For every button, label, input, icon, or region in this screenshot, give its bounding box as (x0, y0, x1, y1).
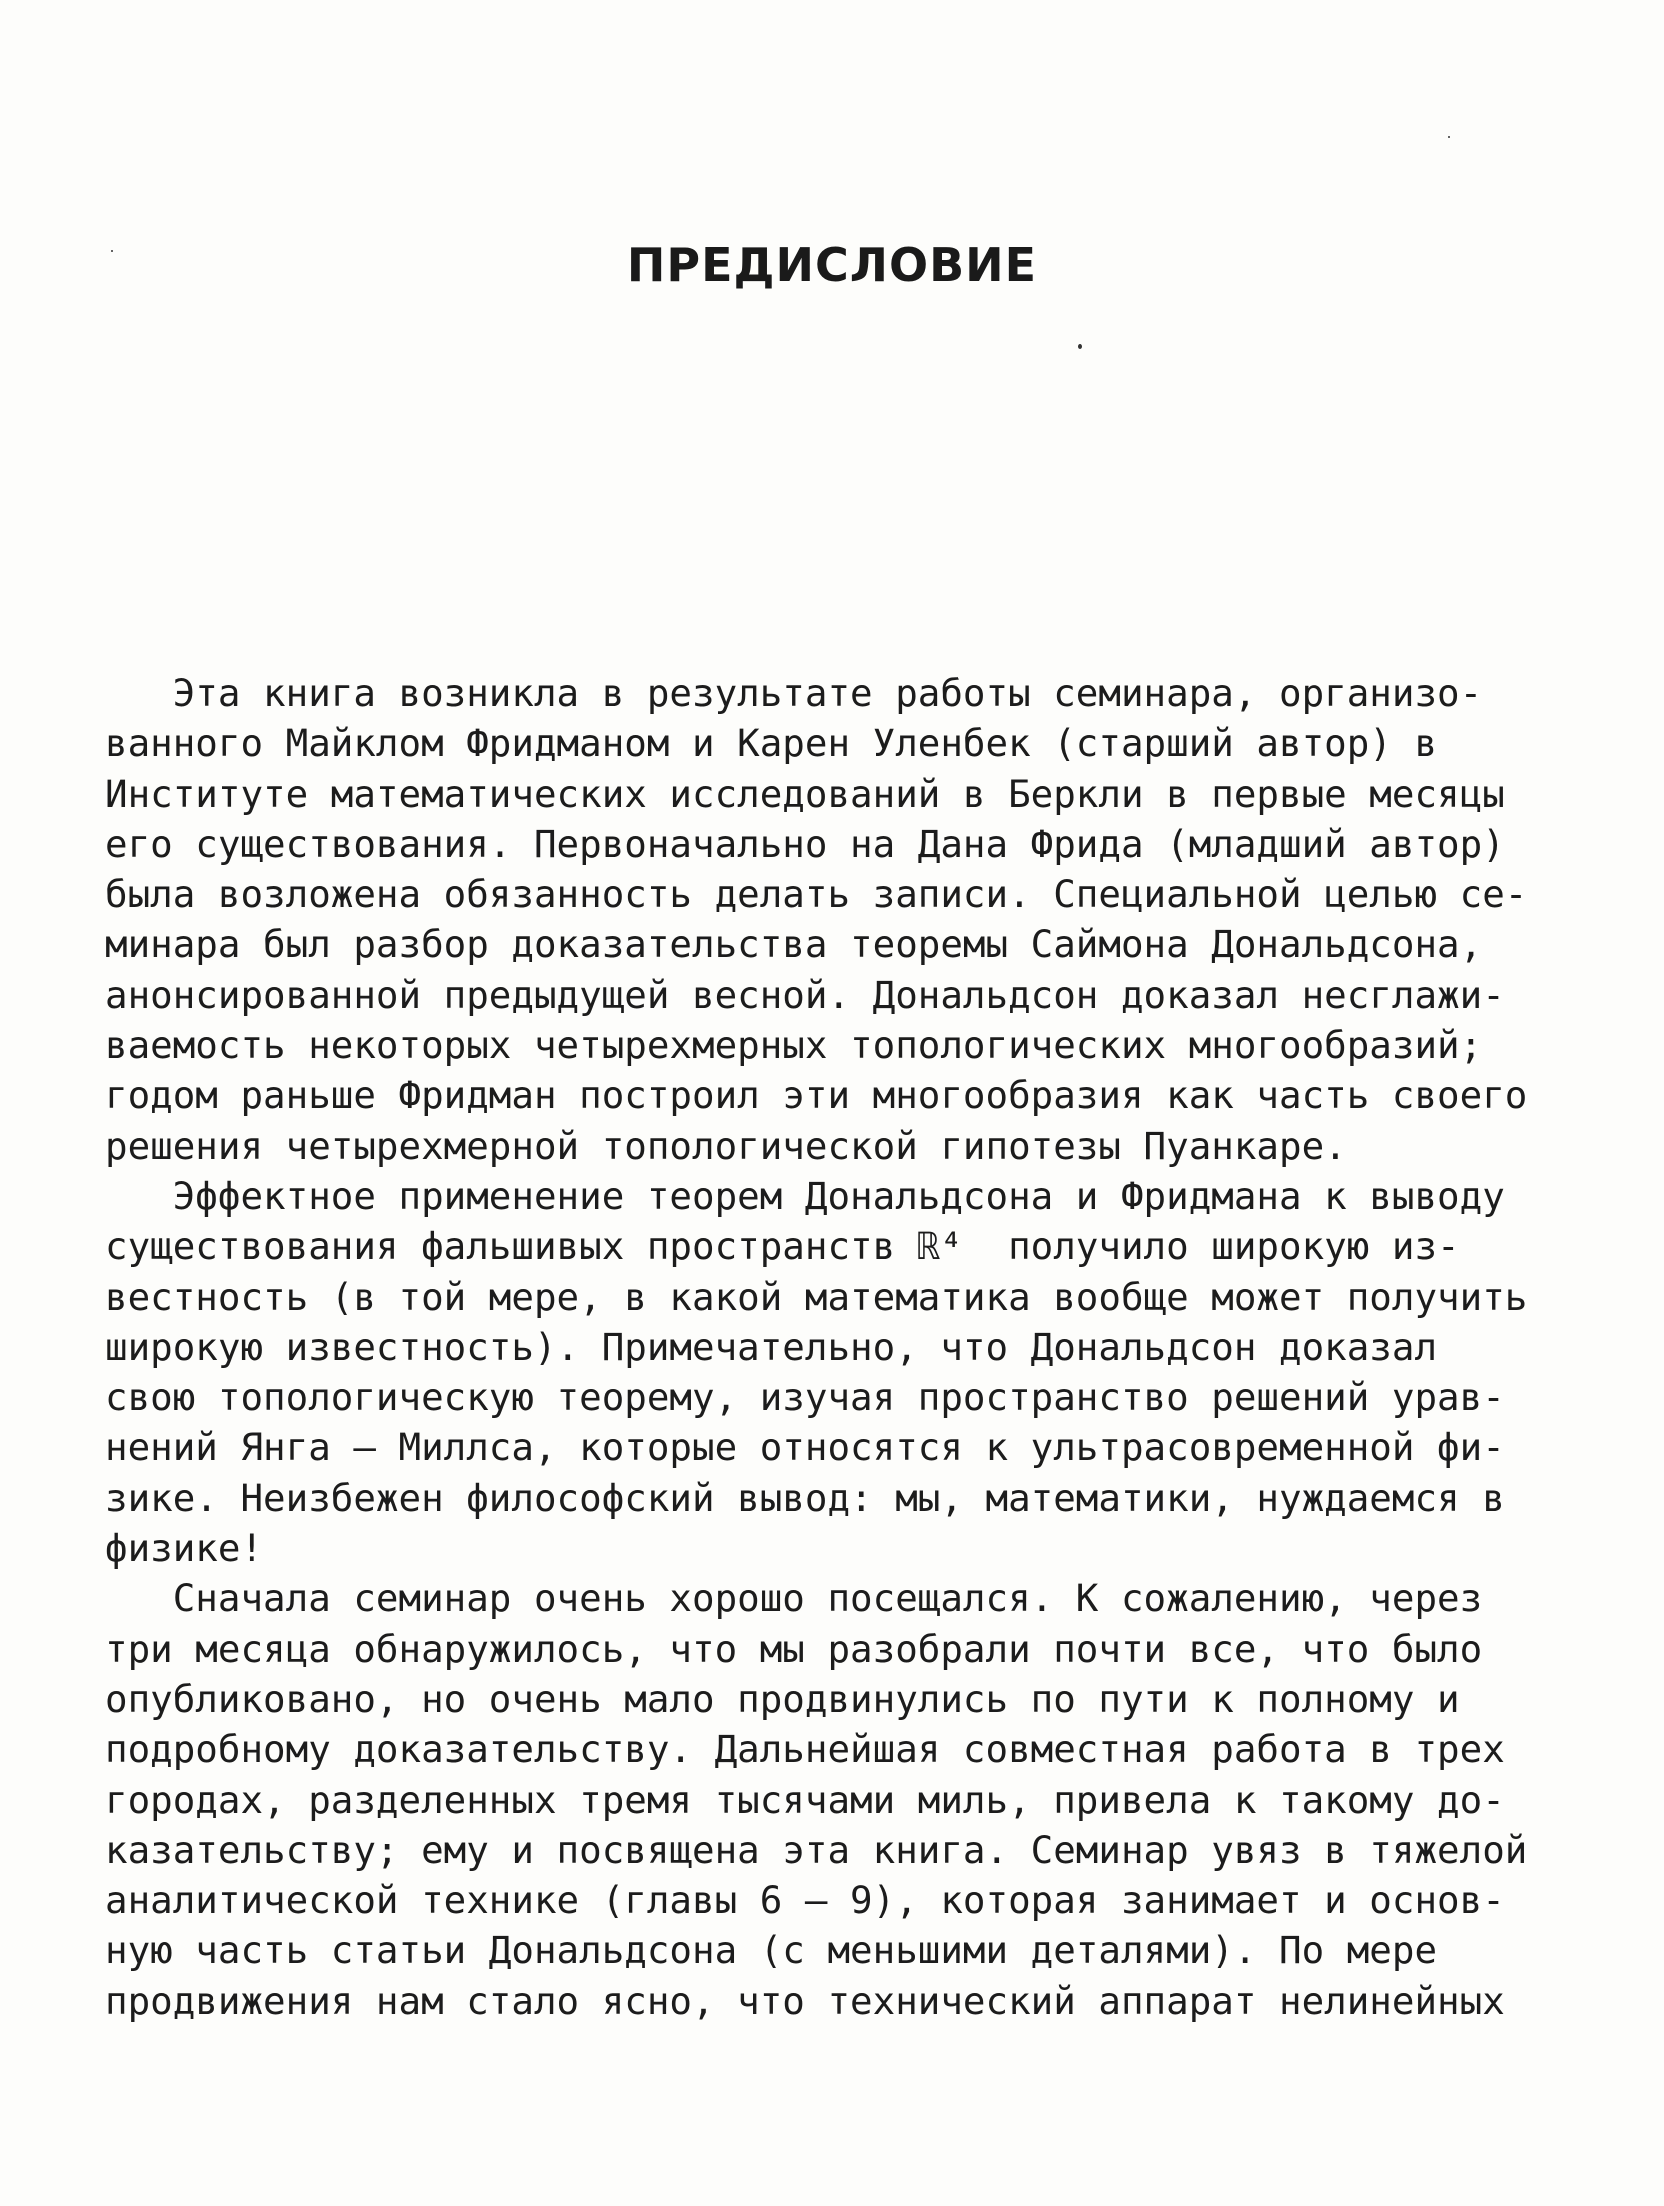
text-line: Институте математических исследований в Беркли в первые месяцы (105, 771, 1505, 816)
text-line: аналитической технике (главы 6 – 9), которая занимает и основ- (105, 1878, 1505, 1923)
text-line: существования фальшивых пространств ℝ⁴ получило широкую из- (105, 1224, 1460, 1269)
scan-speck (111, 250, 113, 252)
page-title: ПРЕДИСЛОВИЕ (626, 238, 1038, 292)
text-line: нений Янга – Миллса, которые относятся к ультрасовременной фи- (105, 1425, 1505, 1470)
text-line: Сначала семинар очень хорошо посещался. К сожалению, через (105, 1576, 1483, 1621)
text-line: ную часть статьи Дональдсона (с меньшими деталями). По мере (105, 1928, 1438, 1973)
text-line: решения четырехмерной топологической гипотезы Пуанкаре. (105, 1123, 1347, 1168)
scan-speck (1448, 136, 1450, 138)
text-line: была возложена обязанность делать записи. Специальной целью се- (105, 872, 1528, 917)
body-text (105, 668, 1545, 2026)
scan-speck (1078, 344, 1082, 349)
text-line: широкую известность). Примечательно, что Дональдсон доказал (105, 1324, 1438, 1369)
text-line: минара был разбор доказательства теоремы Саймона Дональдсона, (105, 922, 1483, 967)
text-line: анонсированной предыдущей весной. Дональдсон доказал несглажи- (105, 972, 1505, 1017)
text-line: продвижения нам стало ясно, что технический аппарат нелинейных (105, 1978, 1505, 2023)
text-line: Эффектное применение теорем Дональдсона и Фридмана к выводу (105, 1173, 1505, 1218)
text-line: вестность (в той мере, в какой математика вообще может получить (105, 1274, 1528, 1319)
text-line: свою топологическую теорему, изучая пространство решений урав- (105, 1375, 1505, 1420)
text-line: три месяца обнаружилось, что мы разобрали почти все, что было (105, 1626, 1483, 1671)
text-line: Эта книга возникла в результате работы семинара, организо- (105, 671, 1483, 715)
text-line: физике! (105, 1526, 264, 1571)
text-line: ванного Майклом Фридманом и Карен Уленбек (старший автор) в (105, 721, 1438, 766)
text-line: казательству; ему и посвящена эта книга. Семинар увяз в тяжелой (105, 1827, 1528, 1872)
text-line: ваемость некоторых четырехмерных топологических многообразий; (105, 1023, 1483, 1068)
text-line: подробному доказательству. Дальнейшая совместная работа в трех (105, 1727, 1505, 1772)
text-line: его существования. Первоначально на Дана Фрида (младший автор) (105, 821, 1505, 866)
text-line: городах, разделенных тремя тысячами миль, привела к такому до- (105, 1777, 1505, 1822)
text-line: опубликовано, но очень мало продвинулись по пути к полному и (105, 1676, 1460, 1721)
text-line: годом раньше Фридман построил эти многообразия как часть своего (105, 1073, 1528, 1118)
text-line: зике. Неизбежен философский вывод: мы, математики, нуждаемся в (105, 1475, 1505, 1520)
